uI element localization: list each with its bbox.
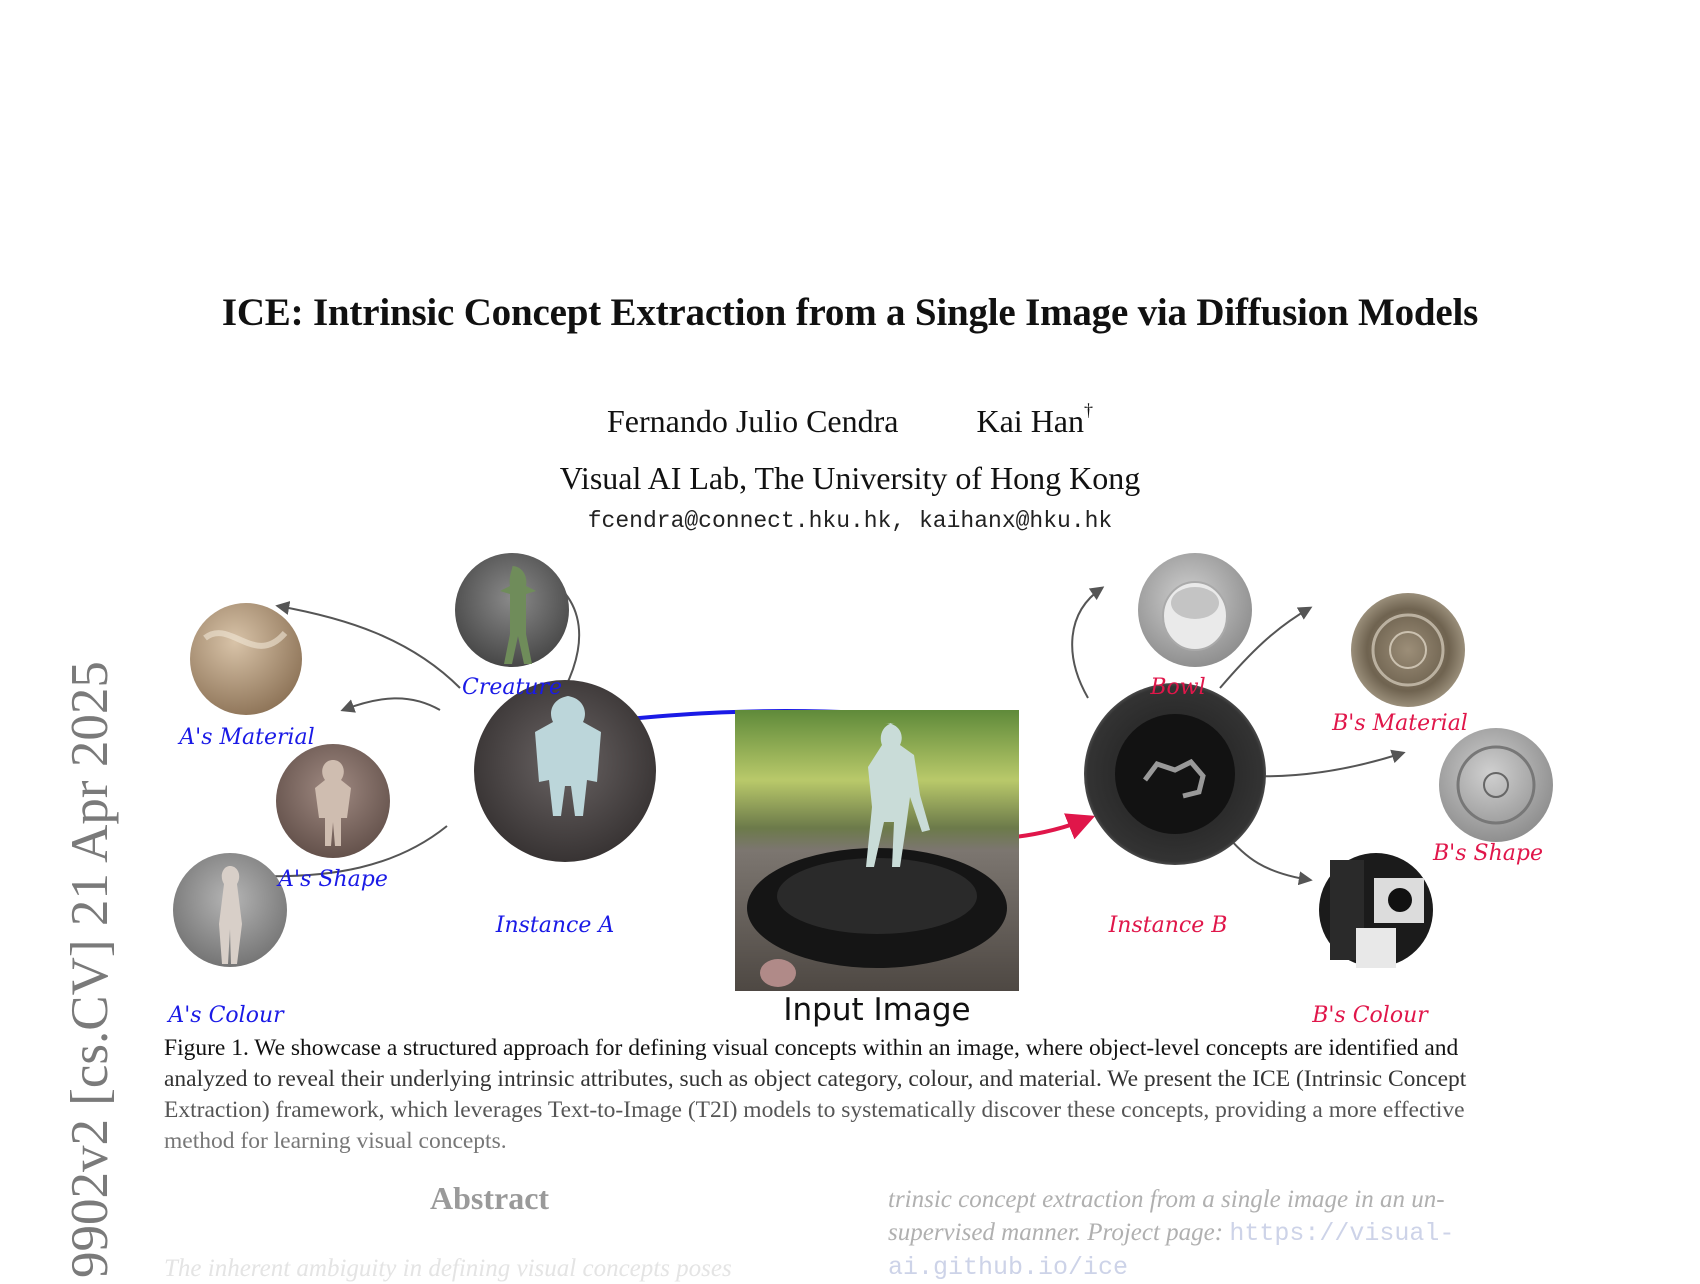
author-list: [0, 400, 1700, 440]
label-a-shape: A's Shape: [278, 867, 388, 892]
label-b-shape: B's Shape: [1433, 841, 1543, 866]
abstract-heading: Abstract: [430, 1180, 550, 1216]
label-instance-b: Instance B: [1108, 913, 1228, 938]
label-b-colour: B's Colour: [1312, 1003, 1428, 1028]
arrow-b-to-shape: [1250, 753, 1403, 776]
caption-line: Figure 1. We showcase a structured approach for defining visual concepts within an image, where object-level concepts are identified and: [164, 1035, 1459, 1061]
author-emails: fcendra@connect.hku.hk, kaihanx@hku.hk: [587, 508, 1113, 534]
project-page-link[interactable]: https://visual-: [1229, 1219, 1455, 1248]
b-shape-image: [1439, 728, 1553, 842]
author-name: Kai Han: [976, 403, 1084, 439]
right-col-line: [888, 1216, 1548, 1250]
paper-title: ICE: Intrinsic Concept Extraction from a Single Image via Diffusion Models: [221, 291, 1479, 334]
label-bowl: Bowl: [1150, 675, 1206, 700]
caption-line: Extraction) framework, which leverages Text-to-Image (T2I) models to systematically discover these concepts, providing a more effective: [164, 1097, 1465, 1123]
arxiv-id-text: 9902v2 [cs.CV] 21 Apr 2025: [61, 661, 119, 1278]
arxiv-identifier: [20, 588, 119, 1278]
label-b-material: B's Material: [1332, 711, 1468, 736]
input-image-label: Input Image: [783, 992, 971, 1028]
figure-1: [160, 548, 1580, 1038]
label-instance-a: Instance A: [495, 913, 615, 938]
a-material-image: [190, 603, 302, 715]
label-a-material: A's Material: [179, 725, 315, 750]
affiliation: Visual AI Lab, The University of Hong Kong: [559, 460, 1141, 496]
arrow-b-to-colour: [1225, 833, 1310, 880]
figure-caption: [164, 1033, 1548, 1157]
arrow-b-to-bowl: [1072, 588, 1102, 698]
label-a-colour: A's Colour: [168, 1003, 284, 1028]
b-material-image: [1351, 593, 1465, 707]
right-col-line: trinsic concept extraction from a single image in an un-: [888, 1186, 1445, 1213]
right-col-text: supervised manner. Project page:: [888, 1219, 1230, 1246]
author-name: Fernando Julio Cendra: [606, 403, 899, 439]
right-col-line: [888, 1250, 1548, 1284]
project-page-link-cont[interactable]: ai.github.io/ice: [888, 1253, 1129, 1282]
abstract-text: The inherent ambiguity in defining visual concepts poses: [164, 1255, 732, 1282]
caption-line: analyzed to reveal their underlying intrinsic attributes, such as object category, colour, and material. We present the ICE (Intrinsic Concept: [164, 1066, 1467, 1092]
arrow-a-to-material: [278, 606, 460, 688]
arrow-a-to-shape: [343, 698, 440, 710]
right-column-text: [888, 1183, 1548, 1284]
corresponding-mark: †: [1084, 400, 1093, 421]
label-creature: Creature: [461, 675, 563, 700]
caption-line: method for learning visual concepts.: [164, 1128, 507, 1154]
